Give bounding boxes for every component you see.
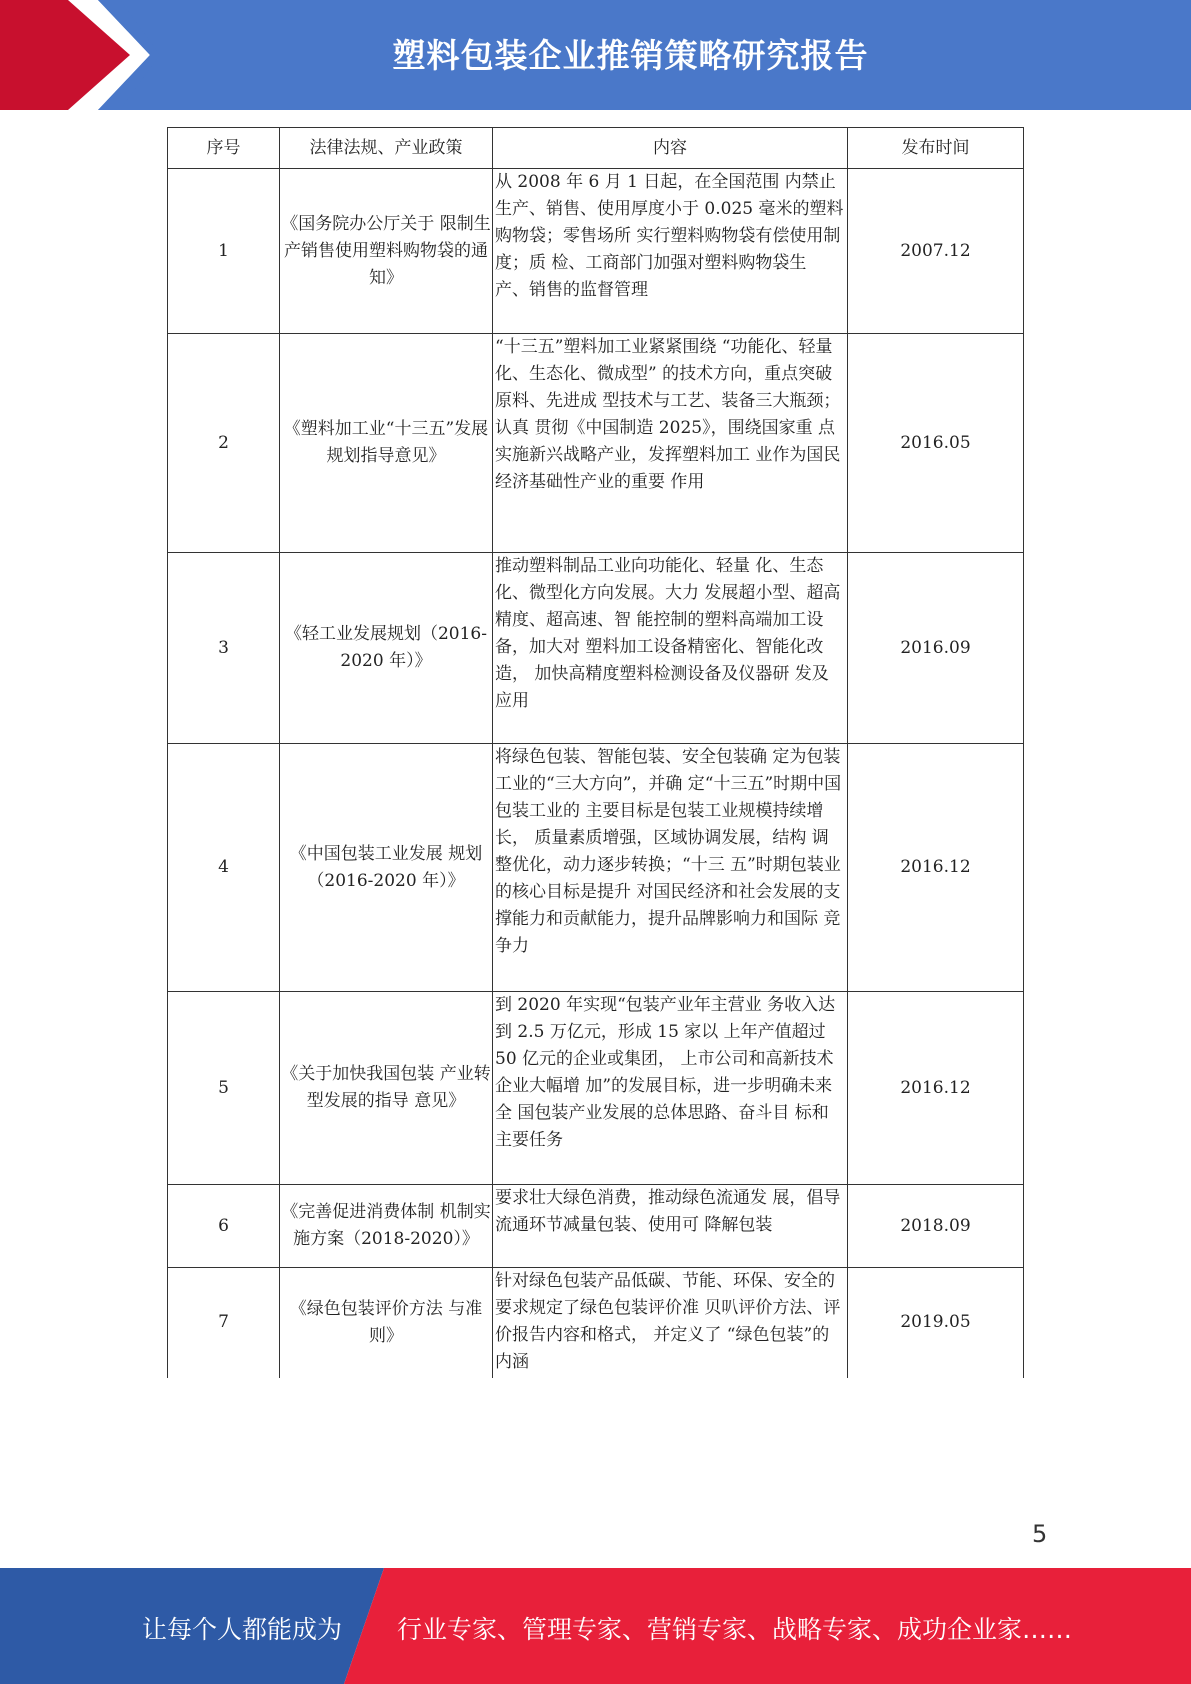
publish-date: 2016.09 [848,553,1024,744]
policy-content: 针对绿色包装产品低碳、节能、环保、安全的要求规定了绿色包装评价准 贝叭评价方法、评价报告内容和格式， 并定义了 “绿色包装”的内涵 [493,1268,848,1378]
row-number: 3 [168,553,280,744]
row-number: 6 [168,1185,280,1268]
publish-date: 2016.12 [848,744,1024,992]
policy-content: 将绿色包装、智能包装、安全包装确 定为包装工业的“三大方向”，并确 定“十三五”时期中国包装工业的 主要目标是包装工业规模持续增长， 质量素质增强，区域协调发展，结构 调整优化，动力逐步转换；“十三 五”时期包装业的核心目标是提升 对国民经济和社会发展的支撑能力和贡献能力，提升品牌影响力和国际 竞争力 [493,744,848,992]
law-name: 《轻工业发展规划（2016-2020 年）》 [280,553,493,744]
table-row [168,992,1024,1185]
policy-content: 要求壮大绿色消费，推动绿色流通发 展，倡导流通环节减量包装、使用可 降解包装 [493,1185,848,1268]
column-header-content: 内容 [493,128,848,169]
policy-content: 到 2020 年实现“包装产业年主营业 务收入达到 2.5 万亿元，形成 15 家以 上年产值超过 50 亿元的企业或集团， 上市公司和高新技术企业大幅增 加”的发展目标，进一步明确未来全 国包装产业发展的总体思路、奋斗目 标和主要任务 [493,992,848,1185]
table-row [168,1185,1024,1268]
policy-table [167,127,1024,1378]
table-row [168,334,1024,553]
publish-date: 2016.12 [848,992,1024,1185]
law-name: 《完善促进消费体制 机制实施方案（2018-2020）》 [280,1185,493,1268]
row-number: 4 [168,744,280,992]
row-number: 1 [168,169,280,334]
footer-slogan-right: 行业专家、管理专家、营销专家、战略专家、成功企业家…… [397,1615,1073,1644]
row-number: 2 [168,334,280,553]
policy-content: 从 2008 年 6 月 1 日起，在全国范围 内禁止生产、销售、使用厚度小于 0.025 毫米的塑料购物袋；零售场所 实行塑料购物袋有偿使用制度；质 检、工商部门加强对塑料购物袋生 产、销售的监督管理 [493,169,848,334]
column-header-date: 发布时间 [848,128,1024,169]
law-name: 《国务院办公厅关于 限制生产销售使用塑料购物袋的通知》 [280,169,493,334]
table-row [168,169,1024,334]
table-row [168,744,1024,992]
row-number: 5 [168,992,280,1185]
page-footer [0,1568,1191,1684]
column-header-index: 序号 [168,128,280,169]
publish-date: 2016.05 [848,334,1024,553]
table-row [168,553,1024,744]
policy-content: “十三五”塑料加工业紧紧围绕 “功能化、轻量化、生态化、微成型” 的技术方向，重点突破原料、先进成 型技术与工艺、装备三大瓶颈；认真 贯彻《中国制造 2025》，围绕国家重 点实施新兴战略产业，发挥塑料加工 业作为国民经济基础性产业的重要 作用 [493,334,848,553]
law-name: 《塑料加工业“十三五”发展规划指导意见》 [280,334,493,553]
policy-content: 推动塑料制品工业向功能化、轻量 化、生态化、微型化方向发展。大力 发展超小型、超高精度、超高速、智 能控制的塑料高端加工设备，加大对 塑料加工设备精密化、智能化改造， 加快高精度塑料检测设备及仪器研 发及应用 [493,553,848,744]
publish-date: 2007.12 [848,169,1024,334]
footer-slogan-left: 让每个人都能成为 [142,1615,343,1644]
law-name: 《关于加快我国包装 产业转型发展的指导 意见》 [280,992,493,1185]
document-title: 塑料包装企业推销策略研究报告 [392,36,869,75]
law-name: 《中国包装工业发展 规划（2016-2020 年）》 [280,744,493,992]
law-name: 《绿色包装评价方法 与准则》 [280,1268,493,1378]
row-number: 7 [168,1268,280,1378]
publish-date: 2019.05 [848,1268,1024,1378]
table-row [168,1268,1024,1378]
publish-date: 2018.09 [848,1185,1024,1268]
column-header-law: 法律法规、产业政策 [280,128,493,169]
table-header-row [168,128,1024,169]
page-header [0,0,1191,110]
page-number: 5 [1032,1520,1048,1548]
